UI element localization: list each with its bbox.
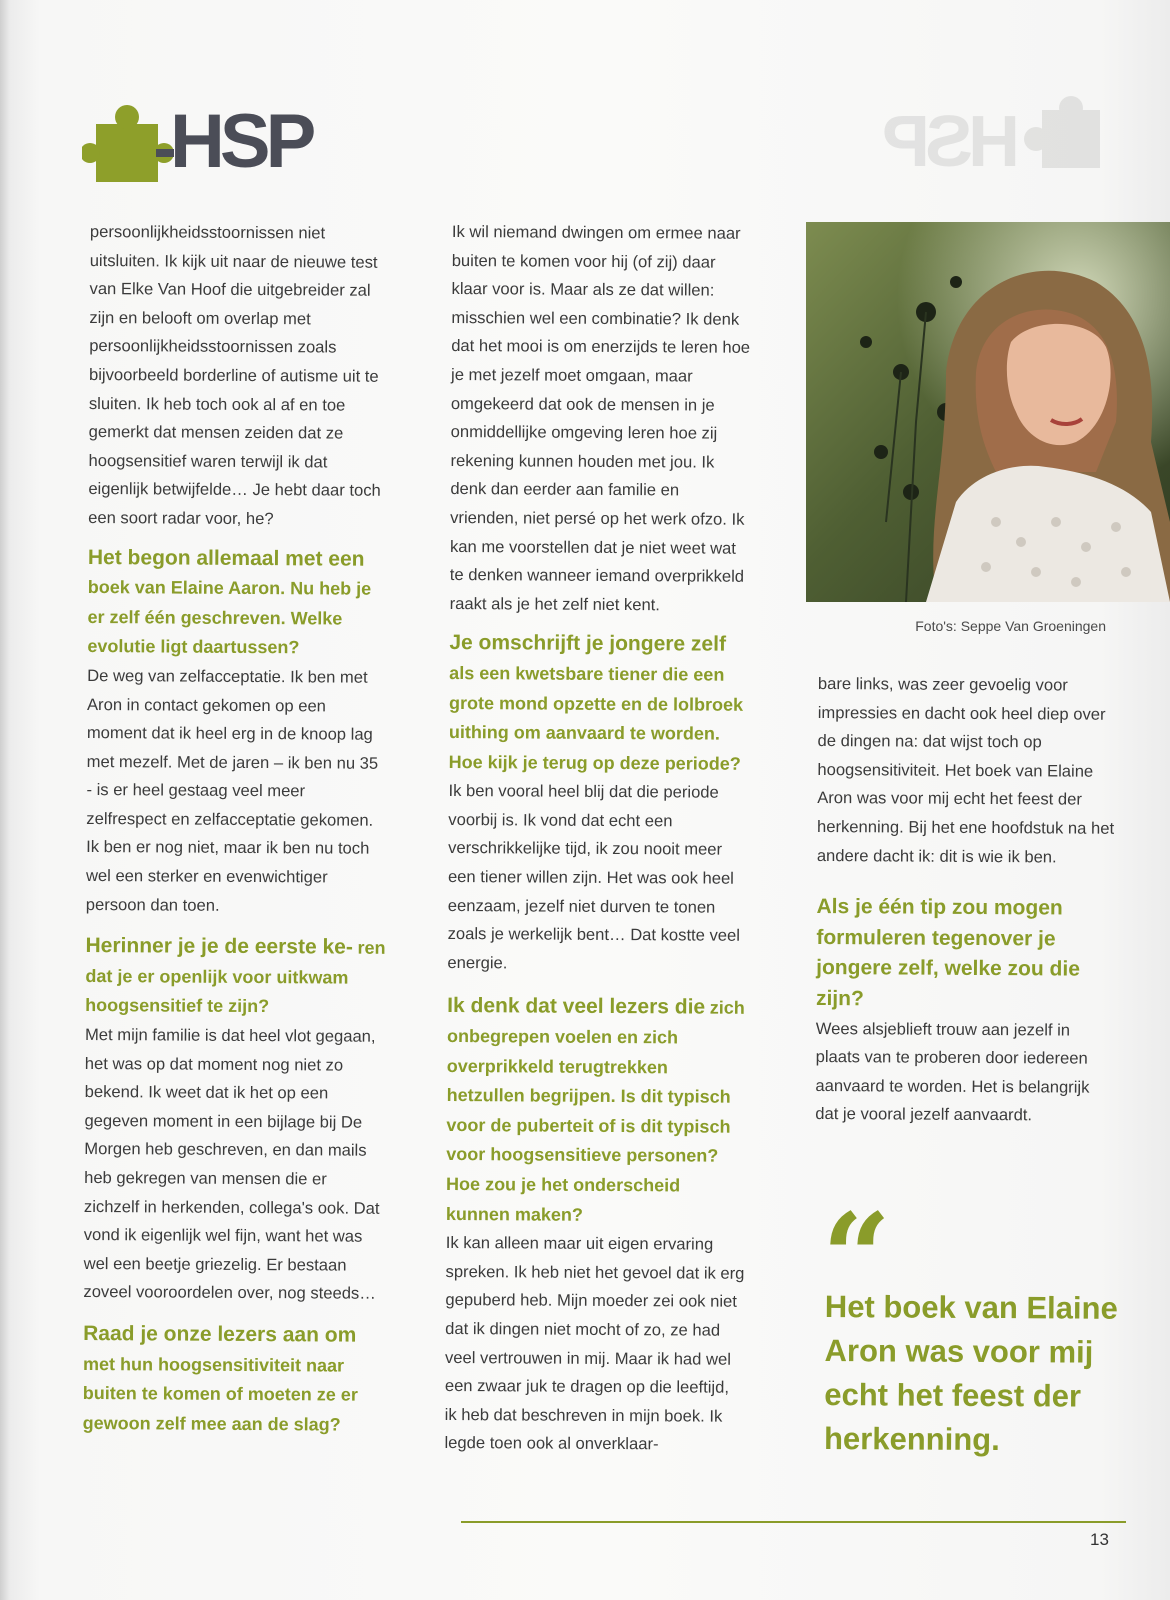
paragraph: Ik wil niemand dwingen om ermee naar buiten te komen voor hij (of zij) daar klaar voor is. Maar als ze dat willen: misschien wel een combinatie? Ik denk dat het mooi is om enerzijds te leren hoe je met jezelf moet omgaan, maar omgekeerd dat ook de mensen in je onmiddellijke omgeving leren hoe zij rekening kunnen houden met jou. Ik denk dan eerder aan familie en vrienden, niet persé op het werk ofzo. Ik kan me voorstellen dat je niet weet wat te denken wanneer iemand overprikkeld raakt als je het zelf niet kent. xyxy=(449,221,751,614)
question-rest: zich onbegrepen voelen en zich overprikkeld terugtrekken hetzullen begrijpen. Is dit typisch voor de puberteit of is dit typisch voor hoogsensitieve personen? Hoe zou je het onderscheid kunnen maken? xyxy=(445,998,745,1225)
paragraph: De weg van zelfacceptatie. Ik ben met Aron in contact gekomen op een moment dat ik heel erg in de knoop lag met mezelf. Met de jaren – ik ben nu 35 - is er heel gestaag veel meer zelfrespect en zelfacceptatie gekomen. Ik ben er nog niet, maar ik ben nu toch wel een sterker en evenwichtiger persoon dan toen. xyxy=(85,665,379,915)
question-lead: Herinner je je de eerste ke- xyxy=(85,934,353,959)
paragraph: persoonlijkheidsstoornissen niet uitsluiten. Ik kijk uit naar de nieuwe test van Elke Van Hoof die uitgebreider zal zijn en belooft om overlap met persoonlijkheidsstoornissen zoals bijvoorbeeld borderline of autisme uit te sluiten. Ik heb toch ook al af en toe gemerkt dat mensen zeiden dat ze hoogsensitief waren terwijl ik dat eigenlijk betwijfelde… Je hebt daar toch een soort radar voor, he? xyxy=(88,221,381,529)
footer-divider xyxy=(461,1521,1126,1523)
quote-mark-icon: “ xyxy=(822,1198,892,1278)
question-lead: Ik denk dat veel lezers die xyxy=(447,994,706,1019)
pull-quote: Het boek van Elaine Aron was voor mij echt het feest der herkenning. xyxy=(823,1288,1118,1458)
question-rest: met hun hoogsensitiviteit naar buiten te komen of moeten ze er gewoon zelf mee aan de slag? xyxy=(82,1353,358,1435)
question-lead: Het begon allemaal met een xyxy=(87,545,365,571)
svg-text:HSP: HSP xyxy=(886,102,1020,176)
question-lead: Je omschrijft je jongere zelf xyxy=(449,631,727,656)
question-lead: Raad je onze lezers aan om xyxy=(83,1321,357,1347)
hsp-logo-text: HSP xyxy=(170,99,312,184)
question-lead: Als je één tip zou mogen formuleren tegenover je jongere zelf, welke zou die zijn? xyxy=(815,895,1080,1011)
interview-question xyxy=(87,543,388,664)
paragraph: Wees alsjeblieft trouw aan jezelf in plaats van te proberen door iedereen aanvaard te worden. Het is belangrijk dat je vooral jezelf aanvaardt. xyxy=(815,1018,1090,1125)
interview-question xyxy=(446,991,747,1231)
article-column-3 xyxy=(815,670,1118,1131)
question-rest: ren dat je er openlijk voor uitkwam hoogsensitief te zijn? xyxy=(85,937,386,1017)
puzzle-piece-icon xyxy=(82,104,174,186)
page-number: 13 xyxy=(1090,1530,1109,1549)
interview-question xyxy=(449,628,750,779)
interview-question xyxy=(83,1319,384,1440)
interview-question xyxy=(816,892,1117,1016)
article-column-2 xyxy=(444,218,752,1460)
question-rest: als een kwetsbare tiener die een grote mond opzette en de lolbroek uithing om aanvaard te worden. Hoe kijk je terug op deze periode? xyxy=(448,662,744,774)
question-rest: boek van Elaine Aaron. Nu heb je er zelf één geschreven. Welke evolutie ligt daartussen? xyxy=(87,577,372,658)
interview-question xyxy=(85,931,386,1023)
photo-caption: Foto's: Seppe Van Groeningen xyxy=(915,618,1106,634)
paragraph: Ik kan alleen maar uit eigen ervaring spreken. Ik heb niet het gevoel dat ik erg gepuberd heb. Mijn moeder zei ook niet dat ik dingen niet mocht of zo, ze had veel vertrouwen in mij. Maar ik had wel een zwaar juk te dragen op die leeftijd, ik heb dat beschreven in mijn boek. Ik legde toen ook al onverklaar- xyxy=(444,1233,745,1454)
paragraph: bare links, was zeer gevoelig voor impressies en dacht ook heel diep over de dingen na: dat wijst toch op hoogsensitiviteit. Het boek van Elaine Aron was voor mij echt het feest der herkenning. Bij het ene hoofdstuk na het andere dacht ik: dit is wie ik ben. xyxy=(816,673,1115,867)
portrait-photo xyxy=(806,222,1170,602)
paragraph: Ik ben vooral heel blij dat die periode voorbij is. Ik vond dat echt een verschrikkelijke tijd, ik zou nooit meer een tiener willen zijn. Het was ook heel eenzaam, jezelf niet durven te tonen zoals je werkelijk bent… Dat kostte veel energie. xyxy=(447,781,741,973)
paragraph: Met mijn familie is dat heel vlot gegaan, het was op dat moment nog niet zo bekend. Ik weet dat ik het op een gegeven moment in een bijlage bij De Morgen heb geschreven, en dan mails heb gekregen van mensen die er zichzelf in herkenden, collega's ook. Dat vond ik eigenlijk wel fijn, want het was wel een beetje griezelig. Er bestaan zoveel vooroordelen over, nog steeds… xyxy=(83,1025,380,1304)
article-column-1 xyxy=(83,218,390,1440)
show-through-logo xyxy=(870,96,1100,176)
